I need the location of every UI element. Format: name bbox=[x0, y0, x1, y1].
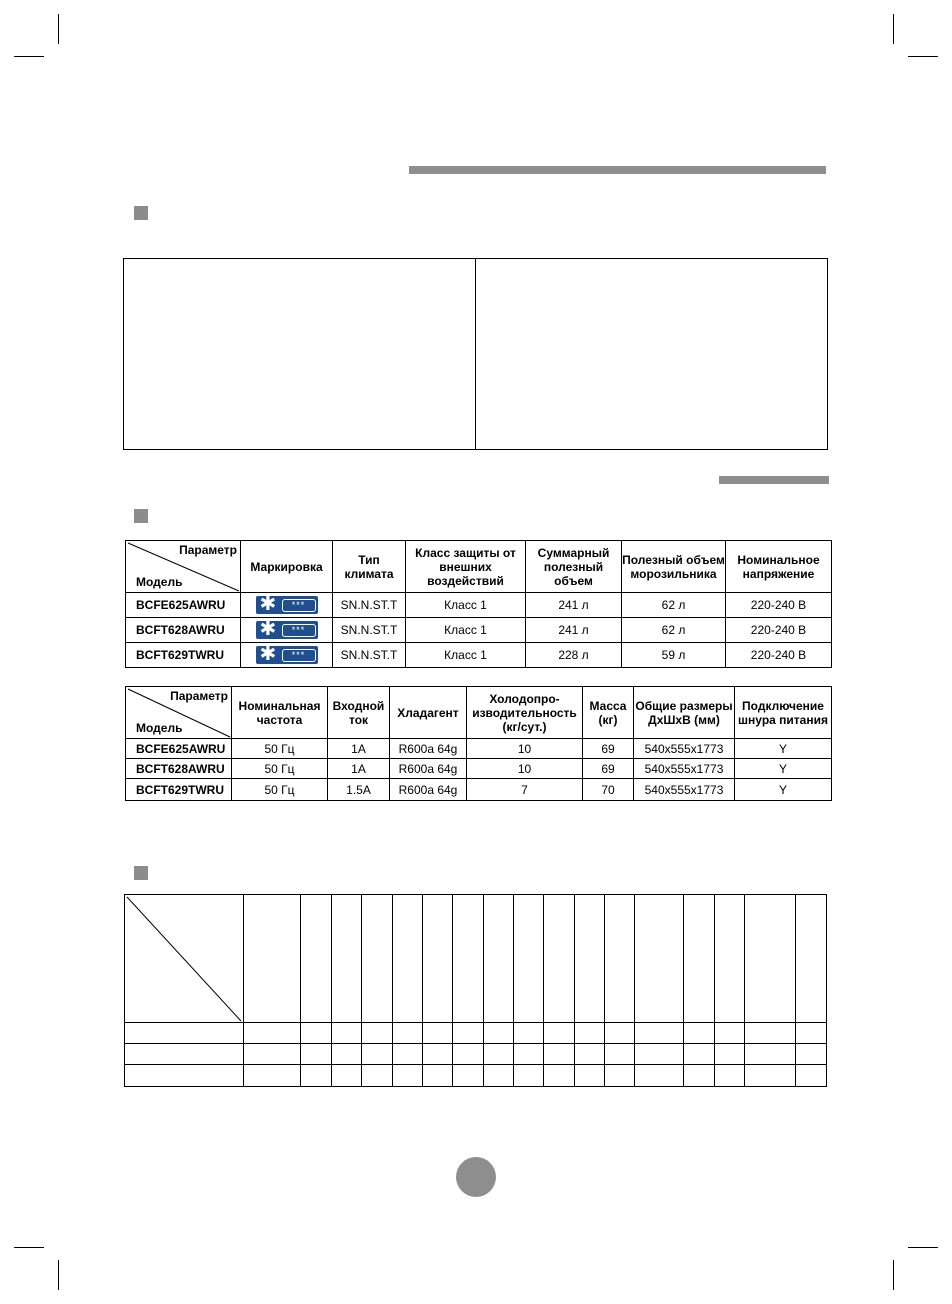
dims-cell: 540x555x1773 bbox=[634, 779, 735, 801]
model-cell: BCFE625AWRU bbox=[126, 593, 241, 618]
spec-table-2 bbox=[125, 686, 832, 801]
header-corner bbox=[126, 541, 241, 593]
crop-mark bbox=[58, 1260, 59, 1290]
col-header: Подключение шнура питания bbox=[735, 687, 832, 739]
col-header: Номинальная частота bbox=[232, 687, 328, 739]
empty-grid-table bbox=[124, 894, 827, 1087]
total-volume-cell: 241 л bbox=[526, 593, 622, 618]
col-header: Класс защиты от внешних воздействий bbox=[406, 541, 526, 593]
header-corner bbox=[126, 687, 232, 739]
section-marker bbox=[134, 206, 148, 220]
dims-cell: 540x555x1773 bbox=[634, 759, 735, 779]
climate-cell: SN.N.ST.T bbox=[333, 593, 406, 618]
mass-cell: 70 bbox=[583, 779, 634, 801]
section-bar bbox=[719, 476, 829, 484]
table-row bbox=[125, 1065, 827, 1087]
dims-cell: 540x555x1773 bbox=[634, 739, 735, 759]
col-header: Тип климата bbox=[333, 541, 406, 593]
mass-cell: 69 bbox=[583, 759, 634, 779]
capacity-cell: 10 bbox=[467, 739, 583, 759]
freezer-volume-cell: 59 л bbox=[622, 643, 726, 668]
col-header: Маркировка bbox=[241, 541, 333, 593]
crop-mark bbox=[14, 56, 44, 57]
col-header: Холодопро-изводительность (кг/сут.) bbox=[467, 687, 583, 739]
cord-cell: Y bbox=[735, 779, 832, 801]
crop-mark bbox=[893, 14, 894, 44]
freezer-star-icon: ✱ *** bbox=[256, 621, 318, 639]
section-marker bbox=[134, 509, 148, 523]
total-volume-cell: 241 л bbox=[526, 618, 622, 643]
crop-mark bbox=[908, 1247, 938, 1248]
table-row bbox=[125, 1023, 827, 1044]
col-header: Суммарный полезный объем bbox=[526, 541, 622, 593]
freq-cell: 50 Гц bbox=[232, 779, 328, 801]
freezer-volume-cell: 62 л bbox=[622, 618, 726, 643]
current-cell: 1.5A bbox=[328, 779, 390, 801]
info-box-right bbox=[475, 258, 828, 450]
current-cell: 1A bbox=[328, 759, 390, 779]
capacity-cell: 7 bbox=[467, 779, 583, 801]
model-cell: BCFT628AWRU bbox=[126, 618, 241, 643]
refrigerant-cell: R600a 64g bbox=[390, 779, 467, 801]
refrigerant-cell: R600a 64g bbox=[390, 739, 467, 759]
header-param: Параметр bbox=[170, 689, 228, 703]
header-param: Параметр bbox=[179, 543, 237, 557]
col-header: Номинальное напряжение bbox=[726, 541, 832, 593]
cord-cell: Y bbox=[735, 759, 832, 779]
header-bar bbox=[409, 166, 826, 174]
col-header: Хладагент bbox=[390, 687, 467, 739]
table-row bbox=[126, 643, 832, 668]
capacity-cell: 10 bbox=[467, 759, 583, 779]
marking-cell bbox=[241, 643, 333, 668]
cord-cell: Y bbox=[735, 739, 832, 759]
protection-cell: Класс 1 bbox=[406, 593, 526, 618]
header-model: Модель bbox=[136, 721, 183, 735]
mass-cell: 69 bbox=[583, 739, 634, 759]
current-cell: 1A bbox=[328, 739, 390, 759]
table-row bbox=[126, 779, 832, 801]
protection-cell: Класс 1 bbox=[406, 618, 526, 643]
table-row bbox=[125, 1044, 827, 1065]
model-cell: BCFT629TWRU bbox=[126, 779, 232, 801]
protection-cell: Класс 1 bbox=[406, 643, 526, 668]
crop-mark bbox=[893, 1260, 894, 1290]
model-cell: BCFE625AWRU bbox=[126, 739, 232, 759]
col-header: Входной ток bbox=[328, 687, 390, 739]
col-header: Масса (кг) bbox=[583, 687, 634, 739]
freezer-star-icon: ✱ *** bbox=[256, 596, 318, 614]
marking-cell bbox=[241, 618, 333, 643]
model-cell: BCFT629TWRU bbox=[126, 643, 241, 668]
table-row bbox=[126, 593, 832, 618]
table-row bbox=[126, 739, 832, 759]
voltage-cell: 220-240 В bbox=[726, 618, 832, 643]
refrigerant-cell: R600a 64g bbox=[390, 759, 467, 779]
table-row bbox=[126, 618, 832, 643]
freq-cell: 50 Гц bbox=[232, 739, 328, 759]
crop-mark bbox=[14, 1247, 44, 1248]
crop-mark bbox=[58, 14, 59, 44]
page-number-circle bbox=[456, 1157, 496, 1197]
section-marker bbox=[134, 866, 148, 880]
col-header: Общие размеры ДхШхВ (мм) bbox=[634, 687, 735, 739]
marking-cell bbox=[241, 593, 333, 618]
voltage-cell: 220-240 В bbox=[726, 593, 832, 618]
climate-cell: SN.N.ST.T bbox=[333, 643, 406, 668]
voltage-cell: 220-240 В bbox=[726, 643, 832, 668]
freq-cell: 50 Гц bbox=[232, 759, 328, 779]
model-cell: BCFT628AWRU bbox=[126, 759, 232, 779]
climate-cell: SN.N.ST.T bbox=[333, 618, 406, 643]
crop-mark bbox=[908, 56, 938, 57]
grid-corner bbox=[125, 895, 244, 1023]
header-model: Модель bbox=[136, 575, 183, 589]
table-row bbox=[126, 759, 832, 779]
freezer-star-icon: ✱ *** bbox=[256, 646, 318, 664]
col-header: Полезный объем морозильника bbox=[622, 541, 726, 593]
spec-table-1 bbox=[125, 540, 832, 668]
freezer-volume-cell: 62 л bbox=[622, 593, 726, 618]
info-box-left bbox=[123, 258, 476, 450]
total-volume-cell: 228 л bbox=[526, 643, 622, 668]
